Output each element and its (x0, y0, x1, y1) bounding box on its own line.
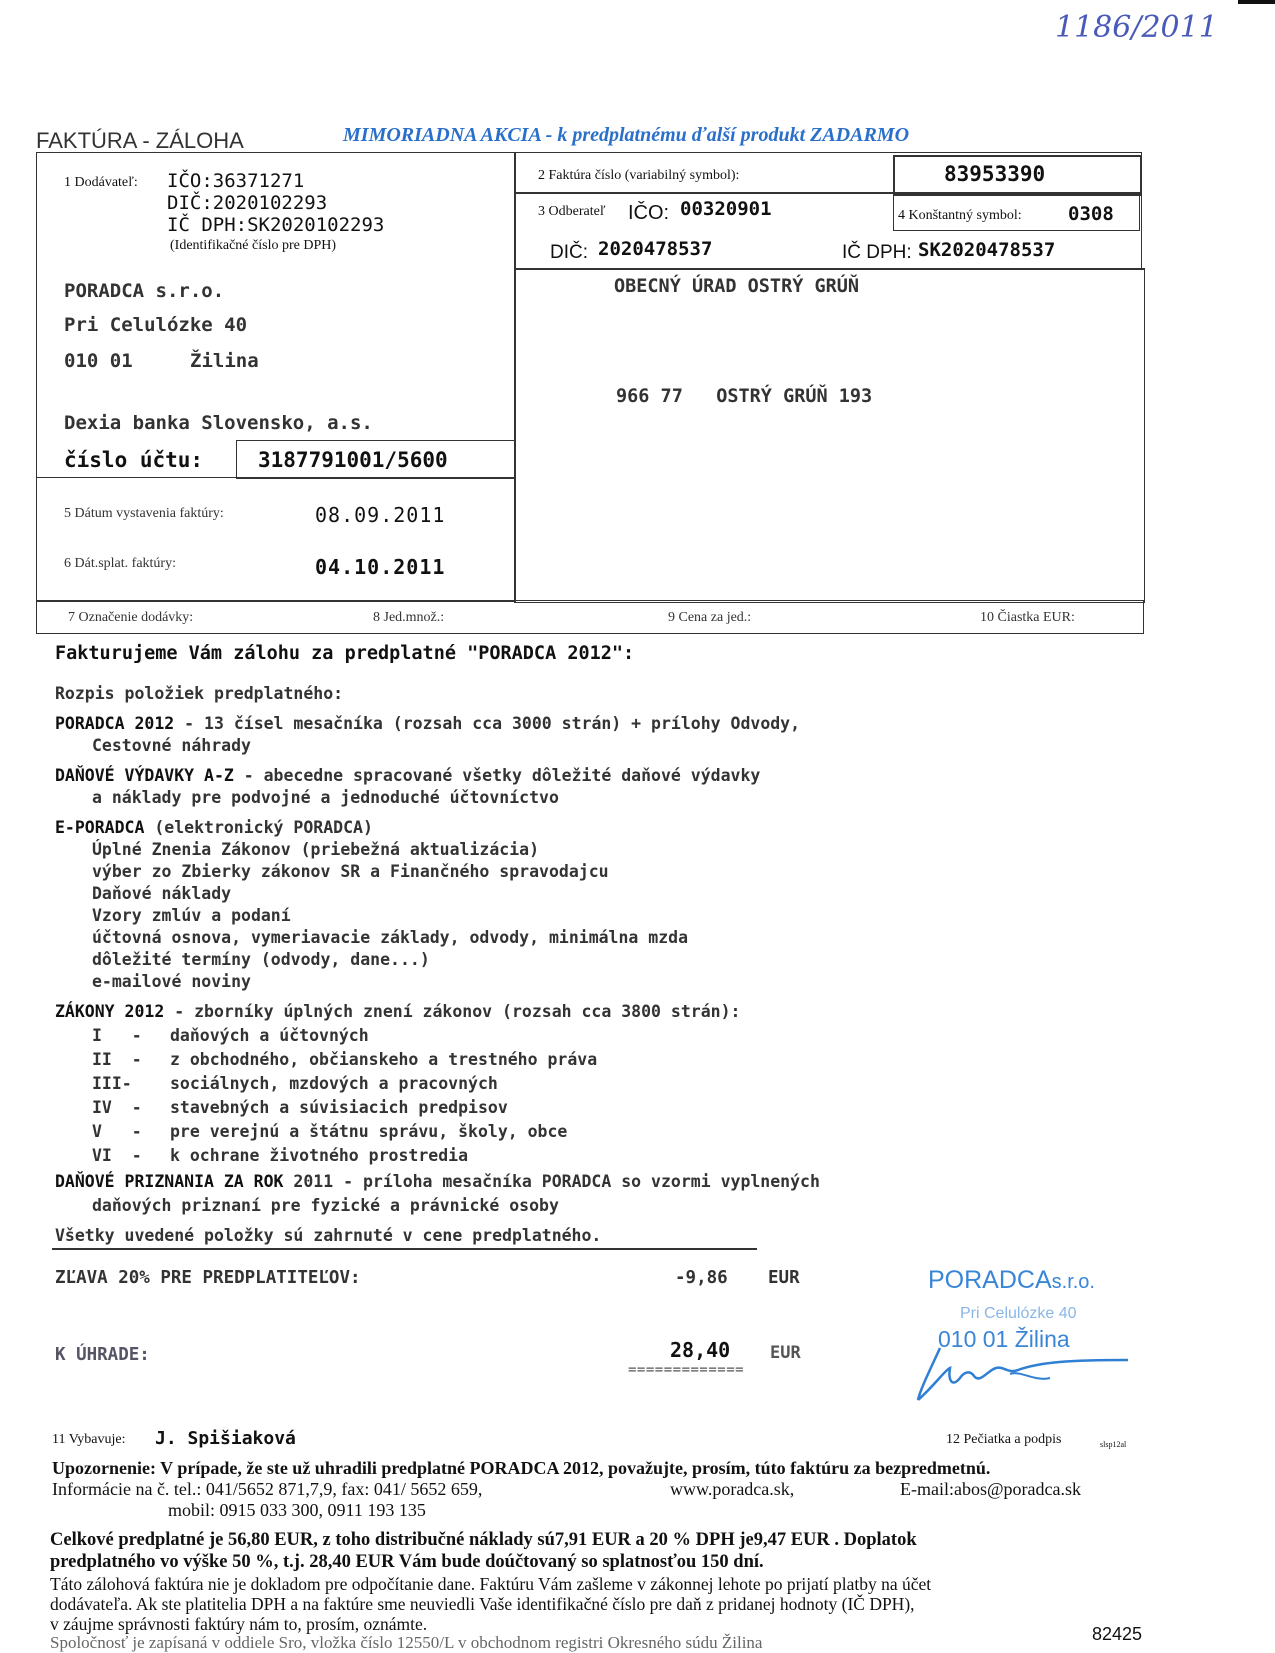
footer-mobile: mobil: 0915 033 300, 0911 193 135 (168, 1500, 426, 1520)
handwritten-invoice-number: 1186/2011 (1055, 10, 1218, 45)
item-poradca: PORADCA 2012 - 13 čísel mesačníka (rozsah cca 3000 strán) + prílohy Odvody, (55, 714, 801, 733)
footer-note: Spoločnosť je zapísaná v oddiele Sro, vložka číslo 12550/L v obchodnom registri Okresného súdu Žilina (50, 1633, 763, 1652)
law-text: daňových a účtovných (170, 1026, 369, 1045)
e-poradca-line: účtovná osnova, vymeriavacie základy, odvody, minimálna mzda (92, 928, 689, 947)
discount-label: ZĽAVA 20% PRE PREDPLATITEĽOV: (55, 1268, 361, 1288)
due-date-label: 6 Dát.splat. faktúry: (64, 556, 176, 571)
e-poradca-line: e-mailové noviny (92, 972, 251, 991)
item-danove-vydavky-line2: a náklady pre podvojné a jednoduché účtovníctvo (92, 788, 559, 807)
e-poradca-line: Úplné Znenia Zákonov (priebežná aktualizácia) (92, 840, 540, 859)
document-type: FAKTÚRA - ZÁLOHA (36, 128, 244, 153)
e-poradca-line: výber zo Zbierky zákonov SR a Finančného spravodajcu (92, 862, 609, 881)
column-7: 7 Označenie dodávky: (68, 610, 194, 625)
discount-currency: EUR (768, 1268, 800, 1288)
supplier-ic-dph: IČ DPH:SK2020102293 (167, 214, 385, 236)
account-number: 3187791001/5600 (258, 448, 448, 472)
const-symbol-label: 4 Konštantný symbol: (898, 208, 1022, 223)
item-poradca-line2: Cestovné náhrady (92, 736, 251, 755)
item-danove-vydavky: DAŇOVÉ VÝDAVKY A-Z - abecedne spracované všetky dôležité daňové výdavky (55, 766, 761, 785)
column-8: 8 Jed.množ.: (373, 610, 445, 625)
footer-total-line2: predplatného vo výške 50 %, t.j. 28,40 EUR Vám bude doúčtovaný so splatnosťou 150 dní. (50, 1552, 764, 1572)
item-e-poradca: E-PORADCA (elektronický PORADCA) (55, 818, 373, 837)
seal-label: 12 Pečiatka a podpis (946, 1432, 1062, 1447)
law-number: V - (92, 1122, 142, 1141)
customer-dic: 2020478537 (598, 238, 713, 260)
included-note: Všetky uvedené položky sú zahrnuté v cene predplatného. (55, 1226, 602, 1245)
column-10: 10 Čiastka EUR: (980, 610, 1075, 625)
items-heading: Fakturujeme Vám zálohu za predplatné "PORADCA 2012": (55, 643, 635, 664)
to-pay-currency: EUR (770, 1343, 801, 1363)
promo-banner: MIMORIADNA AKCIA - k predplatnému ďalší produkt ZADARMO (343, 124, 910, 146)
invoice-number-label: 2 Faktúra číslo (variabilný symbol): (538, 168, 740, 183)
seal-code: slsp12al (1100, 1440, 1127, 1449)
law-number: I - (92, 1026, 142, 1045)
supplier-name: PORADCA s.r.o. (64, 280, 225, 302)
customer-ico-label: IČO: (628, 202, 670, 224)
supplier-street: Pri Celulózke 40 (64, 314, 248, 336)
customer-ico: 00320901 (680, 198, 772, 220)
to-pay-double-underline: ============= (628, 1362, 745, 1378)
footer-warning: Upozornenie: V prípade, že ste už uhradili predplatné PORADCA 2012, považujte, prosím, túto faktúru za bezpredmetnú. (52, 1458, 991, 1478)
supplier-dic: DIČ:2020102293 (167, 192, 328, 214)
corner-mark (1238, 0, 1275, 4)
issuer-name: J. Spišiaková (155, 1428, 296, 1449)
column-9: 9 Cena za jed.: (668, 610, 752, 625)
discount-value: -9,86 (675, 1268, 728, 1288)
customer-dic-label: DIČ: (550, 242, 588, 263)
customer-address: 966 77 OSTRÝ GRÚŇ 193 (616, 386, 873, 407)
columns-header-box (36, 600, 1144, 634)
law-number: VI - (92, 1146, 142, 1165)
e-poradca-line: Vzory zmlúv a podaní (92, 906, 291, 925)
customer-name: OBECNÝ ÚRAD OSTRÝ GRÚŇ (614, 276, 860, 297)
law-number: III- (92, 1074, 132, 1093)
footer-contact: Informácie na č. tel.: 041/5652 871,7,9, fax: 041/ 5652 659, (52, 1479, 483, 1499)
issuer-label: 11 Vybavuje: (52, 1432, 126, 1447)
stamp-city: 010 01 Žilina (938, 1326, 1070, 1352)
customer-ic-dph-label: IČ DPH: (842, 242, 912, 263)
footer-note: Táto zálohová faktúra nie je dokladom pre odpočítanie dane. Faktúru Vám zašleme v zákonnej lehote po prijatí platby na účet (50, 1574, 932, 1594)
customer-address-box (514, 268, 1145, 603)
issue-date-label: 5 Dátum vystavenia faktúry: (64, 506, 224, 521)
items-subheading: Rozpis položiek predplatného: (55, 684, 344, 703)
supplier-label: 1 Dodávateľ: (64, 175, 138, 190)
law-text: k ochrane životného prostredia (170, 1146, 469, 1165)
supplier-city: Žilina (190, 350, 259, 372)
const-symbol: 0308 (1068, 203, 1114, 225)
issue-date: 08.09.2011 (315, 503, 446, 527)
footer-code: 82425 (1092, 1624, 1143, 1644)
to-pay-label: K ÚHRADE: (55, 1345, 150, 1365)
customer-ic-dph: SK2020478537 (918, 239, 1056, 261)
item-danove-priznania: DAŇOVÉ PRIZNANIA ZA ROK 2011 - príloha mesačníka PORADCA so vzormi vyplnených (55, 1172, 820, 1191)
footer-web: www.poradca.sk, (670, 1479, 795, 1499)
due-date: 04.10.2011 (315, 555, 446, 579)
included-underline (52, 1248, 757, 1250)
item-zakony: ZÁKONY 2012 - zborníky úplných znení zákonov (rozsah cca 3800 strán): (55, 1002, 741, 1021)
signature (900, 1330, 1140, 1405)
stamp-street: Pri Celulózke 40 (960, 1305, 1077, 1322)
law-text: z obchodného, občianskeho a trestného práva (170, 1050, 598, 1069)
item-danove-priznania-line2: daňových priznaní pre fyzické a právnické osoby (92, 1196, 559, 1215)
supplier-zip: 010 01 (64, 350, 133, 372)
law-text: stavebných a súvisiacich predpisov (170, 1098, 508, 1117)
stamp-company: PORADCAs.r.o. (928, 1266, 1095, 1294)
footer-note: dodávateľa. Ak ste platitelia DPH a na faktúre sme neuviedli Vaše identifikačné číslo pre daň z pridanej hodnoty (IČ DPH), (50, 1594, 915, 1614)
invoice-number: 83953390 (944, 162, 1046, 186)
supplier-ic-note: (Identifikačné číslo pre DPH) (170, 238, 336, 253)
law-text: sociálnych, mzdových a pracovných (170, 1074, 498, 1093)
supplier-ico: IČO:36371271 (167, 170, 305, 192)
account-label: číslo účtu: (64, 448, 204, 472)
supplier-bank: Dexia banka Slovensko, a.s. (64, 412, 373, 434)
law-number: IV - (92, 1098, 142, 1117)
footer-total-line1: Celkové predplatné je 56,80 EUR, z toho distribučné náklady sú7,91 EUR a 20 % DPH je9,47 EUR . Doplatok (50, 1530, 917, 1550)
to-pay-value: 28,40 (670, 1338, 731, 1362)
customer-label: 3 Odberateľ (538, 204, 606, 219)
footer-note: v záujme správnosti faktúry nám to, prosím, oznámte. (50, 1614, 428, 1634)
law-number: II - (92, 1050, 142, 1069)
e-poradca-line: Daňové náklady (92, 884, 232, 903)
footer-email: E-mail:abos@poradca.sk (900, 1479, 1082, 1499)
law-text: pre verejnú a štátnu správu, školy, obce (170, 1122, 568, 1141)
e-poradca-line: dôležité termíny (odvody, dane...) (92, 950, 430, 969)
